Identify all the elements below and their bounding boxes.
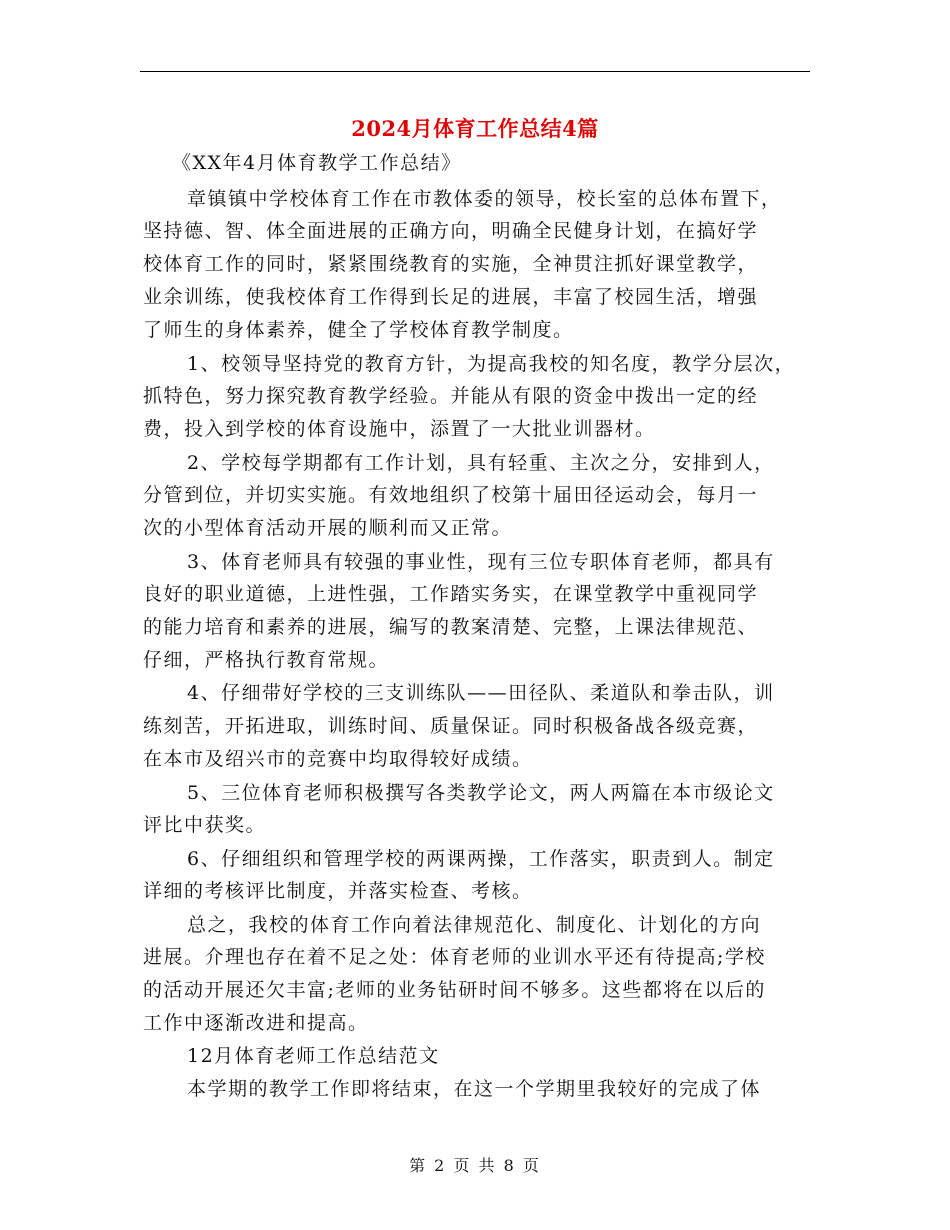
text-line: 在本市及绍兴市的竞赛中均取得较好成绩。: [143, 748, 533, 770]
text-line: 6、仔细组织和管理学校的两课两操，工作落实，职责到人。制定: [187, 848, 775, 870]
text-line: 了师生的身体素养，健全了学校体育教学制度。: [143, 319, 574, 341]
text-line: 练刻苦，开拓进取，训练时间、质量保证。同时积极备战各级竞赛，: [143, 715, 759, 737]
text-line: 总之，我校的体育工作向着法律规范化、制度化、计划化的方向: [187, 914, 762, 936]
text-line: 1、校领导坚持党的教育方针，为提高我校的知名度，教学分层次，: [187, 353, 796, 375]
text-line: 章镇镇中学校体育工作在市教体委的领导，校长室的总体布置下，: [187, 188, 782, 210]
text-line: 的能力培育和素养的进展，编写的教案清楚、完整，上课法律规范、: [143, 616, 759, 638]
text-line: 12月体育老师工作总结范文: [187, 1045, 440, 1067]
text-line: 费，投入到学校的体育设施中，添置了一大批业训器材。: [143, 418, 656, 440]
page-number: 第 2 页 共 8 页: [409, 1156, 541, 1175]
text-line: 2、学校每学期都有工作计划，具有轻重、主次之分，安排到人，: [187, 452, 775, 474]
text-line: 进展。介理也存在着不足之处：体育老师的业训水平还有待提高;学校: [143, 946, 766, 968]
text-line: 的活动开展还欠丰富;老师的业务钻研时间不够多。这些都将在以后的: [143, 979, 766, 1001]
text-line: 《XX年4月体育教学工作总结》: [172, 152, 462, 174]
text-line: 评比中获奖。: [143, 814, 267, 836]
document-title: 2024月体育工作总结4篇: [351, 116, 599, 141]
text-line: 4、仔细带好学校的三支训练队——田径队、柔道队和拳击队，训: [187, 682, 775, 704]
text-line: 本学期的教学工作即将结束，在这一个学期里我较好的完成了体: [187, 1078, 762, 1100]
header-rule: [140, 71, 810, 72]
text-line: 次的小型体育活动开展的顺利而又正常。: [143, 517, 513, 539]
text-line: 坚持德、智、体全面进展的正确方向，明确全民健身计划，在搞好学: [143, 220, 759, 242]
text-line: 良好的职业道德，上进性强，工作踏实务实，在课堂教学中重视同学: [143, 583, 759, 605]
text-line: 抓特色，努力探究教育教学经验。并能从有限的资金中拨出一定的经: [143, 385, 759, 407]
text-line: 详细的考核评比制度，并落实检查、考核。: [143, 880, 533, 902]
text-line: 3、体育老师具有较强的事业性，现有三位专职体育老师，都具有: [187, 551, 775, 573]
text-line: 仔细，严格执行教育常规。: [143, 649, 390, 671]
text-line: 工作中逐渐改进和提高。: [143, 1012, 369, 1034]
text-line: 分管到位，并切实实施。有效地组织了校第十届田径运动会，每月一: [143, 484, 759, 506]
text-line: 业余训练，使我校体育工作得到长足的进展，丰富了校园生活，增强: [143, 286, 759, 308]
text-line: 5、三位体育老师积极撰写各类教学论文，两人两篇在本市级论文: [187, 782, 775, 804]
text-line: 校体育工作的同时，紧紧围绕教育的实施，全神贯注抓好课堂教学，: [143, 253, 759, 275]
